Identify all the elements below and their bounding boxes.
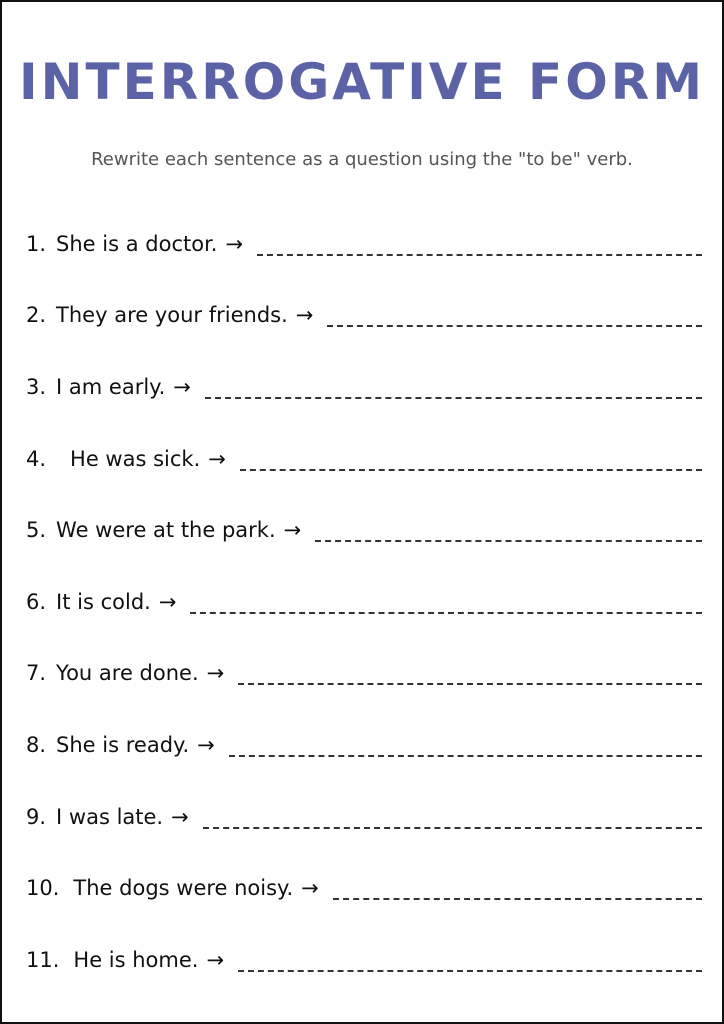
answer-line[interactable] bbox=[327, 311, 702, 327]
worksheet-title: INTERROGATIVE FORM bbox=[19, 53, 705, 111]
answer-line[interactable] bbox=[333, 884, 702, 900]
answer-line[interactable] bbox=[229, 741, 702, 757]
item-sentence: The dogs were noisy. bbox=[73, 876, 294, 901]
exercise-item bbox=[26, 566, 702, 638]
item-number: 8. bbox=[26, 732, 47, 757]
item-sentence: He is home. bbox=[73, 947, 199, 972]
item-sentence: We were at the park. bbox=[56, 518, 276, 543]
arrow-icon: → bbox=[171, 804, 189, 829]
item-sentence: It is cold. bbox=[56, 589, 151, 614]
arrow-icon: → bbox=[197, 732, 215, 757]
answer-line[interactable] bbox=[205, 383, 702, 399]
item-number: 6. bbox=[26, 589, 47, 614]
item-sentence: I was late. bbox=[56, 804, 164, 829]
arrow-icon: → bbox=[208, 446, 226, 471]
item-number: 4. bbox=[26, 446, 47, 471]
answer-line[interactable] bbox=[238, 669, 702, 685]
exercise-item bbox=[26, 351, 702, 423]
item-number: 1. bbox=[26, 231, 47, 256]
arrow-icon: → bbox=[295, 303, 314, 328]
arrow-icon: → bbox=[158, 589, 177, 614]
item-number: 3. bbox=[26, 374, 47, 399]
exercise-item bbox=[26, 280, 702, 352]
answer-line[interactable] bbox=[203, 813, 702, 829]
item-number: 5. bbox=[26, 518, 47, 543]
worksheet-instructions: Rewrite each sentence as a question using the "to be" verb. bbox=[91, 149, 633, 170]
answer-line[interactable] bbox=[315, 526, 702, 542]
item-number: 7. bbox=[26, 661, 47, 686]
exercise-item bbox=[26, 494, 702, 566]
exercise-item bbox=[26, 852, 702, 924]
exercise-list bbox=[26, 208, 702, 996]
item-number: 9. bbox=[26, 804, 47, 829]
arrow-icon: → bbox=[301, 876, 319, 901]
exercise-item bbox=[26, 709, 702, 781]
item-number: 10. bbox=[26, 876, 60, 901]
item-number: 11. bbox=[26, 947, 60, 972]
arrow-icon: → bbox=[173, 374, 191, 399]
item-sentence: You are done. bbox=[56, 661, 199, 686]
item-sentence: They are your friends. bbox=[56, 303, 288, 328]
item-sentence: He was sick. bbox=[70, 446, 201, 471]
exercise-item bbox=[26, 208, 702, 280]
arrow-icon: → bbox=[206, 661, 225, 686]
item-sentence: I am early. bbox=[56, 374, 166, 399]
exercise-item bbox=[26, 924, 702, 996]
item-number: 2. bbox=[26, 303, 47, 328]
item-sentence: She is a doctor. bbox=[56, 231, 218, 256]
item-sentence: She is ready. bbox=[56, 732, 190, 757]
arrow-icon: → bbox=[225, 231, 244, 256]
answer-line[interactable] bbox=[240, 455, 702, 471]
exercise-item bbox=[26, 781, 702, 853]
arrow-icon: → bbox=[206, 947, 225, 972]
arrow-icon: → bbox=[283, 518, 302, 543]
answer-line[interactable] bbox=[238, 956, 702, 972]
answer-line[interactable] bbox=[190, 598, 702, 614]
answer-line[interactable] bbox=[257, 240, 702, 256]
exercise-item bbox=[26, 423, 702, 495]
exercise-item bbox=[26, 638, 702, 710]
